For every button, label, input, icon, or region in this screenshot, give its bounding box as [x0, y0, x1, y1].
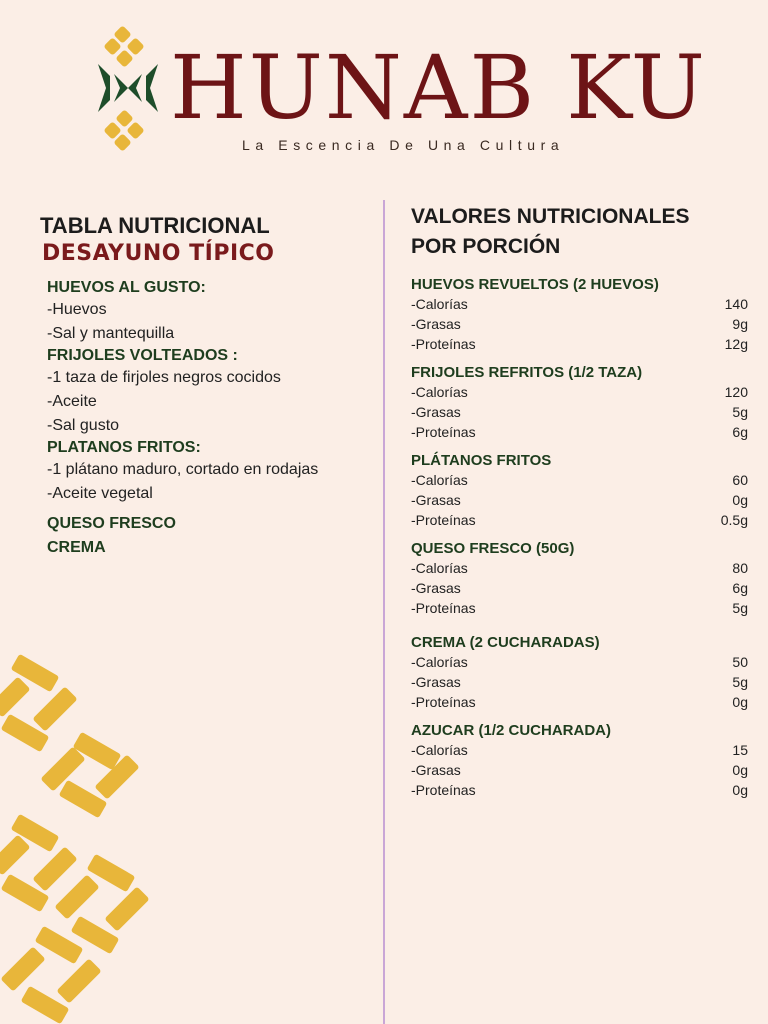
nutrient-value: 120: [724, 384, 748, 400]
nutrient-label: -Calorías: [411, 296, 468, 312]
ingredients-column: [40, 212, 375, 560]
column-divider: [383, 200, 385, 1024]
nutrition-group-title: QUESO FRESCO (50G): [411, 540, 575, 557]
ingredient-item: -1 taza de firjoles negros cocidos: [47, 369, 281, 386]
nutrient-label: -Grasas: [411, 316, 461, 332]
nutrition-row: [411, 760, 748, 780]
nutrition-group-title: AZUCAR (1/2 CUCHARADA): [411, 722, 611, 739]
decorative-pattern-icon: [0, 650, 160, 1024]
nutrition-row: [411, 740, 748, 760]
left-title: TABLA NUTRICIONAL: [40, 213, 270, 238]
nutrition-column: [411, 202, 748, 800]
nutrient-label: -Calorías: [411, 560, 468, 576]
nutrient-label: -Grasas: [411, 580, 461, 596]
ingredient-group-title: PLATANOS FRITOS:: [47, 439, 201, 456]
nutrition-group-title: FRIJOLES REFRITOS (1/2 TAZA): [411, 364, 643, 381]
nutrient-value: 50: [732, 654, 748, 670]
nutrient-value: 0g: [732, 782, 748, 798]
nutrient-label: -Calorías: [411, 472, 468, 488]
nutrient-label: -Proteínas: [411, 600, 476, 616]
logo-mark-icon: [96, 26, 160, 158]
nutrient-label: -Proteínas: [411, 782, 476, 798]
nutrient-value: 5g: [732, 404, 748, 420]
nutrient-label: -Calorías: [411, 742, 468, 758]
ingredient-group-title: HUEVOS AL GUSTO:: [47, 279, 206, 296]
ingredients-list: [47, 278, 375, 560]
nutrient-value: 0.5g: [720, 512, 748, 528]
nutrition-row: [411, 558, 748, 578]
nutrition-group-title: HUEVOS REVUELTOS (2 HUEVOS): [411, 276, 659, 293]
right-title-line1: VALORES NUTRICIONALES: [411, 205, 690, 228]
nutrition-group: [411, 722, 748, 800]
nutrient-value: 12g: [724, 336, 748, 352]
nutrient-value: 9g: [732, 316, 748, 332]
nutrient-value: 15: [732, 742, 748, 758]
nutrient-label: -Grasas: [411, 492, 461, 508]
ingredient-extra: CREMA: [47, 539, 106, 556]
nutrition-row: [411, 382, 748, 402]
ingredient-item: -Huevos: [47, 301, 107, 318]
ingredient-item: -Aceite: [47, 393, 97, 410]
nutrition-group: [411, 452, 748, 530]
nutrition-row: [411, 598, 748, 618]
ingredient-group: [47, 346, 375, 438]
nutrient-value: 5g: [732, 600, 748, 616]
nutrition-row: [411, 422, 748, 442]
nutrition-row: [411, 402, 748, 422]
ingredient-item: -Sal gusto: [47, 417, 120, 434]
nutrient-value: 140: [724, 296, 748, 312]
nutrition-row: [411, 780, 748, 800]
nutrition-row: [411, 334, 748, 354]
nutrient-value: 0g: [732, 762, 748, 778]
nutrition-row: [411, 470, 748, 490]
brand-title: HUNAB KU: [170, 36, 707, 139]
nutrition-row: [411, 692, 748, 712]
nutrition-group: [411, 364, 748, 442]
nutrition-group-title: PLÁTANOS FRITOS: [411, 452, 552, 469]
ingredient-item: -Aceite vegetal: [47, 485, 153, 502]
nutrition-group: [411, 540, 748, 618]
ingredient-group: [47, 438, 375, 506]
nutrition-row: [411, 314, 748, 334]
right-title-line2: POR PORCIÓN: [411, 235, 561, 258]
nutrition-group: [411, 634, 748, 712]
ingredient-item: -1 plátano maduro, cortado en rodajas: [47, 461, 319, 478]
ingredient-item: -Sal y mantequilla: [47, 325, 175, 342]
nutrient-label: -Proteínas: [411, 336, 476, 352]
nutrition-row: [411, 578, 748, 598]
ingredient-group: [47, 278, 375, 346]
nutrient-label: -Proteínas: [411, 424, 476, 440]
nutrition-row: [411, 672, 748, 692]
nutrient-label: -Grasas: [411, 674, 461, 690]
nutrient-label: -Calorías: [411, 384, 468, 400]
nutrient-label: -Proteínas: [411, 694, 476, 710]
nutrient-label: -Calorías: [411, 654, 468, 670]
nutrient-value: 5g: [732, 674, 748, 690]
nutrient-value: 0g: [732, 694, 748, 710]
nutrition-group: [411, 276, 748, 354]
nutrition-group-title: CREMA (2 CUCHARADAS): [411, 634, 600, 651]
nutrient-label: -Proteínas: [411, 512, 476, 528]
nutrient-value: 6g: [732, 424, 748, 440]
ingredient-extra: QUESO FRESCO: [47, 515, 176, 532]
nutrition-row: [411, 652, 748, 672]
nutrient-label: -Grasas: [411, 762, 461, 778]
ingredient-group-title: FRIJOLES VOLTEADOS :: [47, 347, 238, 364]
nutrition-row: [411, 490, 748, 510]
nutrient-value: 60: [732, 472, 748, 488]
nutrition-row: [411, 510, 748, 530]
nutrient-label: -Grasas: [411, 404, 461, 420]
nutrition-row: [411, 294, 748, 314]
nutrient-value: 6g: [732, 580, 748, 596]
nutrient-value: 0g: [732, 492, 748, 508]
left-subtitle: DESAYUNO TÍPICO: [42, 241, 275, 266]
nutrient-value: 80: [732, 560, 748, 576]
brand-tagline: La Escencia De Una Cultura: [242, 137, 565, 153]
